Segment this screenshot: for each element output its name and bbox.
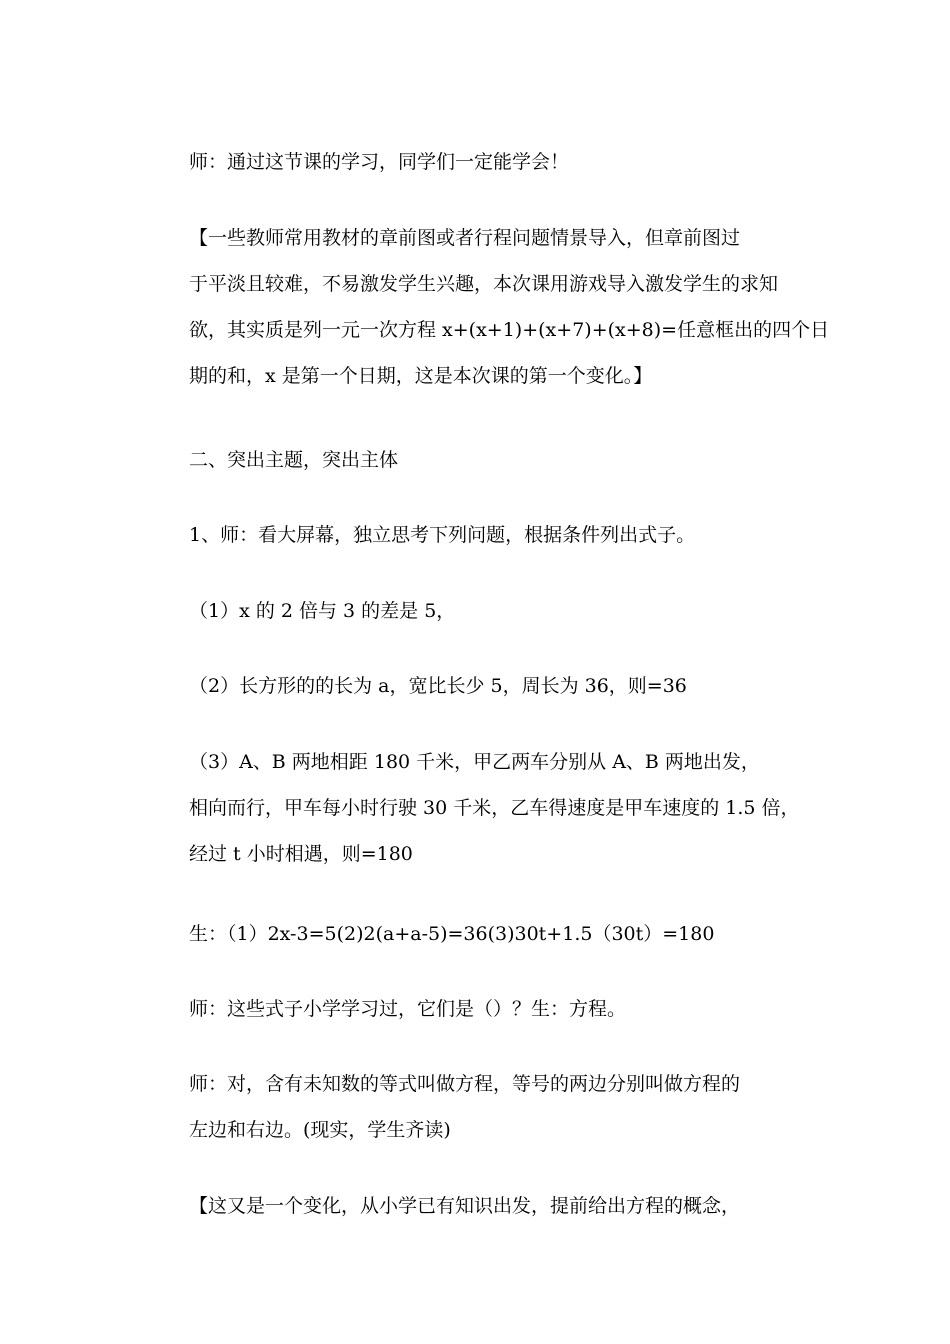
text-line: 【这又是一个变化，从小学已有知识出发，提前给出方程的概念， bbox=[189, 1195, 741, 1217]
text-line: 师：通过这节课的学习，同学们一定能学会！ bbox=[189, 151, 570, 173]
paragraph-equation-definition bbox=[146, 1061, 810, 1153]
text-line: （1）x 的 2 倍与 3 的差是 5， bbox=[189, 600, 456, 622]
question-3 bbox=[146, 739, 810, 877]
student-answers bbox=[146, 911, 810, 957]
paragraph-commentary-2 bbox=[146, 1183, 810, 1229]
paragraph-commentary-1 bbox=[146, 215, 830, 399]
text-line: （2）长方形的的长为 a，宽比长少 5，周长为 36，则=36 bbox=[189, 675, 687, 697]
section-heading bbox=[146, 437, 810, 483]
text-line: 左边和右边。(现实，学生齐读) bbox=[189, 1119, 451, 1141]
text-line: 相向而行，甲车每小时行驶 30 千米，乙车得速度是甲车速度的 1.5 倍， bbox=[189, 797, 800, 819]
text-line: 经过 t 小时相遇，则=180 bbox=[189, 843, 413, 865]
text-line: 二、突出主题，突出主体 bbox=[189, 449, 399, 471]
text-line: 师：对，含有未知数的等式叫做方程，等号的两边分别叫做方程的 bbox=[189, 1073, 741, 1095]
paragraph-teacher-task bbox=[146, 512, 810, 558]
text-line: 生：（1）2x-3=5(2)2(a+a-5)=36(3)30t+1.5（30t）=180 bbox=[189, 923, 715, 945]
text-line: 1、师：看大屏幕，独立思考下列问题，根据条件列出式子。 bbox=[189, 524, 696, 546]
paragraph-teacher-question bbox=[146, 986, 810, 1032]
text-line: 期的和，x 是第一个日期，这是本次课的第一个变化。】 bbox=[189, 365, 653, 387]
text-line: 于平淡且较难，不易激发学生兴趣，本次课用游戏导入激发学生的求知 bbox=[189, 273, 779, 295]
text-line: 欲，其实质是列一元一次方程 x+(x+1)+(x+7)+(x+8)=任意框出的四个日 bbox=[189, 319, 830, 341]
text-line: （3）A、B 两地相距 180 千米，甲乙两车分别从 A、B 两地出发， bbox=[189, 751, 760, 773]
text-line: 师：这些式子小学学习过，它们是（）？生：方程。 bbox=[189, 998, 627, 1020]
paragraph-teacher-intro bbox=[146, 139, 810, 185]
question-1 bbox=[146, 588, 810, 634]
text-line: 【一些教师常用教材的章前图或者行程问题情景导入，但章前图过 bbox=[189, 227, 741, 249]
question-2 bbox=[146, 663, 810, 709]
